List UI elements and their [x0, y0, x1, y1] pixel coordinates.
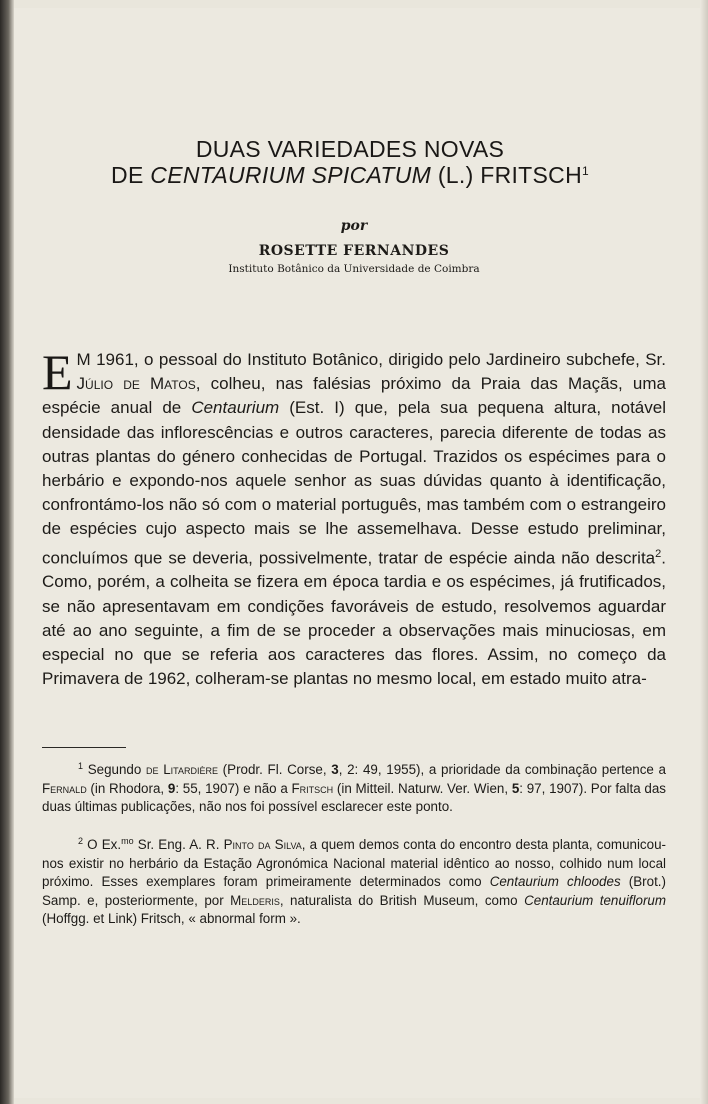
footnote-text: (Hoffgg. et Link) Fritsch, « abnormal form ». — [42, 911, 301, 927]
footnote-text: Sr. Eng. A. R. — [133, 837, 224, 852]
body-text-b: , colheu, nas falésias próximo da Praia das Maçãs, uma espécie anual de — [42, 374, 666, 418]
article-title-line-1: DUAS VARIEDADES NOVAS — [195, 136, 505, 162]
footnote-text: (Brot.) Samp. e, posteriormente, por — [42, 874, 666, 908]
person-name: Fernald — [42, 780, 87, 796]
footnote-text: O Ex. — [87, 837, 122, 852]
person-name: de Litardière — [146, 762, 218, 777]
footnote-text: : 97, 1907). Por falta das duas últimas publicações, não nos foi possível esclarecer este ponto. — [42, 780, 666, 815]
body-paragraph — [42, 344, 666, 692]
volume-number: 9 — [167, 780, 176, 796]
title-prefix: DE — [111, 162, 151, 188]
footnote-marker-2: 2 — [655, 547, 662, 560]
person-name: Melderis — [230, 892, 280, 908]
title-species: CENTAURIUM SPICATUM — [150, 162, 432, 188]
species-name: Centaurium chloodes — [489, 874, 621, 890]
byline-por: por — [340, 218, 368, 234]
footnote-text: (in Mitteil. Naturw. Ver. Wien, — [333, 780, 512, 796]
book-spine-shadow — [0, 0, 14, 1104]
page-edge — [700, 0, 708, 1104]
footnote-text: : 55, 1907) e não a — [175, 780, 292, 796]
footnote-2 — [42, 832, 666, 929]
footnote-1 — [42, 757, 666, 817]
person-name: Fritsch — [291, 780, 334, 796]
author-name: ROSETTE FERNANDES — [258, 243, 450, 259]
volume-number: 5 — [511, 780, 520, 796]
footnote-1-marker: 1 — [78, 761, 84, 771]
article-title-line-2 — [70, 162, 630, 189]
footnote-text: , naturalista do British Museum, como — [279, 892, 525, 908]
footnote-2-marker: 2 — [78, 836, 84, 846]
author-institution: Instituto Botânico da Universidade de Coimbra — [228, 263, 480, 275]
footnote-text: (in Rhodora, — [86, 780, 168, 796]
body-text-a: M 1961, o pessoal do Instituto Botânico, dirigido pelo Jardineiro subchefe, Sr. — [76, 350, 666, 369]
person-name-julio-de-matos: Júlio de Matos — [76, 374, 196, 394]
footnote-text: Segundo — [87, 762, 147, 777]
footnote-text: , a quem demos conta do encontro desta planta, comunicou-nos existir no herbário da Estação Agronómica Nacional material idêntico ao nosso, colhido num local próximo. Esses exemplares foram primeiramente determinados como — [42, 837, 666, 890]
footnote-text: , 2: 49, 1955), a prioridade da combinação pertence a — [338, 762, 666, 777]
title-suffix: (L.) FRITSCH — [431, 162, 582, 188]
volume-number: 3 — [331, 762, 339, 777]
footnote-text: (Prodr. Fl. Corse, — [218, 762, 332, 777]
footnote-rule — [42, 747, 126, 748]
genus-name: Centaurium — [191, 398, 280, 418]
person-name: Pinto da Silva — [223, 837, 302, 852]
species-name: Centaurium tenuiflorum — [524, 892, 667, 908]
footnote-superscript: mo — [121, 836, 134, 846]
drop-cap: E — [42, 344, 73, 400]
body-text-c: (Est. I) que, pela sua pequena altura, notável densidade das inflorescências e outros caracteres, parecia diferente de todas as outras plantas do género conhecidas de Portugal. Trazidos os espécimes para o herbário e expondo-nos aquele senhor as suas dúvidas quanto à identificação, confrontámo-los não só com o material português, mas também com o estrangeiro de espécies cujo aspecto mais se lhe assemelhava. Desse estudo preliminar, concluímos que se deveria, possivelmente, tratar de espécie ainda não descrita — [42, 398, 666, 568]
title-footnote-marker: 1 — [581, 164, 589, 178]
body-text-d: . Como, porém, a colheita se fizera em época tardia e os espécimes, já frutificados, se não apresentavam em condições favoráveis de estudo, resolvemos aguardar até ao ano seguinte, a fim de se proceder a observações mais minuciosas, em especial no que se referia aos caracteres das flores. Assim, no começo da Primavera de 1962, colheram-se plantas no mesmo local, em estado muito atra- — [42, 548, 666, 689]
